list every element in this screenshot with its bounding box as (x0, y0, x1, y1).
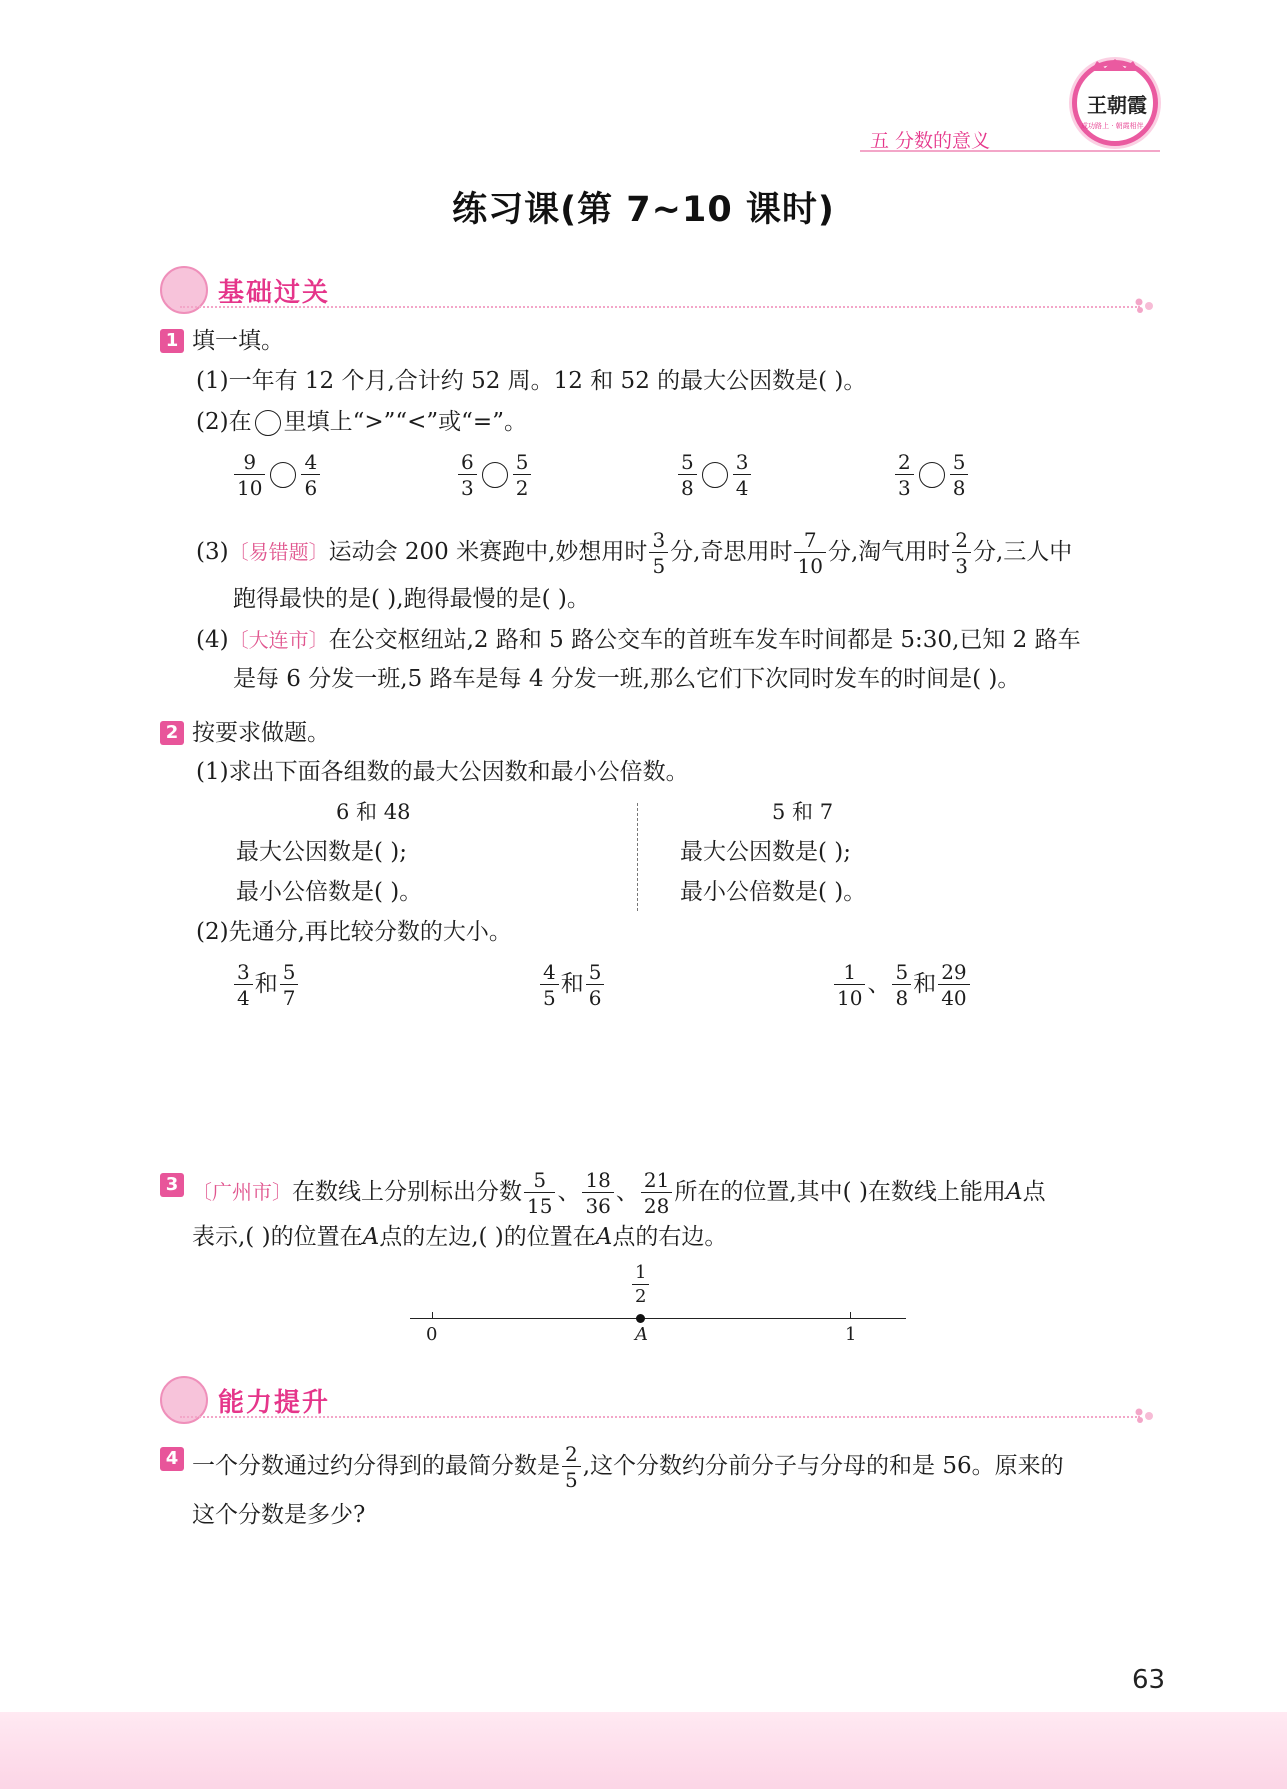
axis-line (410, 1318, 906, 1319)
q1-part2-tail: 里填上“>”“<”或“=”。 (283, 409, 527, 435)
fraction: $\frac{5}{2}$ (513, 452, 532, 498)
tick-label-zero: 0 (426, 1324, 438, 1345)
dots-ornament-icon (1134, 298, 1156, 318)
q1-part4 (196, 625, 1081, 655)
header-rule (860, 150, 1160, 152)
text: 在公交枢纽站,2 路和 5 路公交车的首班车发车时间都是 5:30,已知 2 路车 (328, 627, 1081, 653)
question-number: 2 (160, 721, 184, 745)
page-number: 63 (1132, 1665, 1166, 1695)
point-label-a: A (635, 1324, 648, 1345)
answer-circle[interactable] (270, 462, 296, 488)
compare-group (832, 962, 972, 1008)
text: 分,三人中 (972, 539, 1073, 565)
text: 、 (867, 971, 891, 997)
q1-part4-line2: 是每 6 分发一班,5 路车是每 4 分发一班,那么它们下次同时发车的时间是( )。 (233, 666, 1021, 692)
fraction: $\frac{2}{3}$ (895, 452, 914, 498)
fraction: $\frac{5}{15}$ (524, 1170, 555, 1216)
question-number: 1 (160, 329, 184, 353)
text: 在数线上分别标出分数 (292, 1179, 522, 1205)
tick-one (850, 1312, 851, 1319)
text: 点的右边。 (612, 1224, 728, 1250)
dotted-divider (180, 306, 1140, 308)
fraction: $\frac{3}{4}$ (733, 452, 752, 498)
pair-title-right: 5 和 7 (772, 800, 834, 824)
point-a-dot (636, 1314, 645, 1323)
fraction: $\frac{9}{10}$ (234, 452, 265, 498)
text: 和 (560, 971, 584, 997)
fraction: $\frac{5}{8}$ (892, 962, 911, 1008)
text: 点的左边,( )的位置在 (379, 1224, 596, 1250)
fraction: $\frac{18}{36}$ (582, 1170, 613, 1216)
fraction: $\frac{3}{4}$ (234, 962, 253, 1008)
region-tag: 〔大连市〕 (228, 628, 329, 652)
part-label: (4) (196, 627, 229, 653)
fraction: $\frac{7}{10}$ (794, 530, 825, 576)
question-stem: 按要求做题。 (192, 720, 330, 746)
section-title: 基础过关 (218, 278, 331, 308)
compare-group (232, 962, 300, 1008)
text: 和 (913, 971, 937, 997)
fraction: $\frac{4}{6}$ (301, 452, 320, 498)
region-tag: 〔广州市〕 (192, 1180, 292, 1204)
chapter-label: 五 分数的意义 (870, 130, 991, 152)
half-fraction: $\frac{1}{2}$ (630, 1264, 651, 1306)
text: 所在的位置,其中( )在数线上能用 (674, 1179, 1006, 1205)
section-header-basic (160, 266, 1156, 316)
q1-part1: (1)一年有 12 个月,合计约 52 周。12 和 52 的最大公因数是( )。 (196, 368, 867, 394)
compare-group (538, 962, 606, 1008)
q3-line2 (192, 1222, 727, 1252)
fraction: $\frac{21}{28}$ (641, 1170, 672, 1216)
dashed-divider (637, 803, 638, 911)
question-number: 4 (160, 1447, 184, 1471)
fraction: $\frac{29}{40}$ (938, 962, 969, 1008)
fraction: $\frac{5}{7}$ (280, 962, 299, 1008)
crown-icon (1089, 57, 1141, 71)
part-label: (3) (196, 539, 229, 565)
error-prone-tag: 〔易错题〕 (228, 540, 329, 564)
text: 表示,( )的位置在 (192, 1224, 363, 1250)
fraction: $\frac{3}{5}$ (649, 530, 668, 576)
point-label: A (362, 1224, 380, 1250)
text: 、 (615, 1179, 639, 1205)
lcm-right: 最小公倍数是( )。 (680, 879, 867, 905)
point-label: A (1005, 1179, 1023, 1205)
fraction: $\frac{5}{8}$ (950, 452, 969, 498)
compare-pair (456, 452, 533, 498)
page-title: 练习课(第 7~10 课时) (452, 190, 835, 230)
pair-title-left: 6 和 48 (336, 800, 411, 824)
q1-part3 (196, 530, 1072, 576)
text: 一个分数通过约分得到的最简分数是 (192, 1453, 560, 1479)
compare-pair (232, 452, 322, 498)
dotted-divider (180, 1416, 1140, 1418)
compare-pair (893, 452, 970, 498)
lcm-left: 最小公倍数是( )。 (236, 879, 423, 905)
tick-label-one: 1 (845, 1324, 857, 1345)
answer-circle[interactable] (482, 462, 508, 488)
gcd-left: 最大公因数是( ); (236, 839, 408, 865)
q1-part2-lead: (2)在 (196, 409, 252, 435)
text: ,这个分数约分前分子与分母的和是 56。原来的 (582, 1453, 1064, 1479)
dots-ornament-icon (1134, 1408, 1156, 1428)
logo-text: 王朝霞 (1087, 93, 1147, 117)
fraction: $\frac{6}{3}$ (458, 452, 477, 498)
q2-part1: (1)求出下面各组数的最大公因数和最小公倍数。 (196, 759, 689, 785)
brand-logo (1072, 60, 1158, 146)
text: 、 (557, 1179, 581, 1205)
q4-line1 (192, 1444, 1064, 1490)
answer-circle[interactable] (702, 462, 728, 488)
fraction: $\frac{2}{5}$ (562, 1444, 581, 1490)
compare-pair (676, 452, 753, 498)
tick-zero (432, 1312, 433, 1319)
text: 分,淘气用时 (827, 539, 951, 565)
text: 分,奇思用时 (670, 539, 793, 565)
fraction: $\frac{4}{5}$ (540, 962, 559, 1008)
q1-part2 (196, 407, 527, 437)
question-number: 3 (160, 1173, 184, 1197)
question-stem: 填一填。 (192, 328, 284, 354)
fraction: $\frac{5}{8}$ (678, 452, 697, 498)
text: 点 (1022, 1179, 1046, 1205)
text: 运动会 200 米赛跑中,妙想用时 (328, 539, 648, 565)
section-title: 能力提升 (218, 1388, 331, 1418)
circle-icon (255, 410, 281, 436)
q4-line2: 这个分数是多少? (192, 1502, 366, 1528)
gcd-right: 最大公因数是( ); (680, 839, 852, 865)
logo-subtext: 成功路上 · 朝霞相伴 (1081, 122, 1144, 130)
footer-band (0, 1712, 1287, 1789)
answer-circle[interactable] (919, 462, 945, 488)
number-line (410, 1262, 910, 1352)
text: 和 (254, 971, 278, 997)
fraction: $\frac{2}{3}$ (952, 530, 971, 576)
q2-part2: (2)先通分,再比较分数的大小。 (196, 919, 512, 945)
fraction: $\frac{1}{10}$ (834, 962, 865, 1008)
q3-line1 (192, 1170, 1046, 1216)
q1-part3-line2: 跑得最快的是( ),跑得最慢的是( )。 (233, 586, 590, 612)
point-label: A (595, 1224, 613, 1250)
fraction: $\frac{5}{6}$ (586, 962, 605, 1008)
section-header-advanced (160, 1376, 1156, 1426)
